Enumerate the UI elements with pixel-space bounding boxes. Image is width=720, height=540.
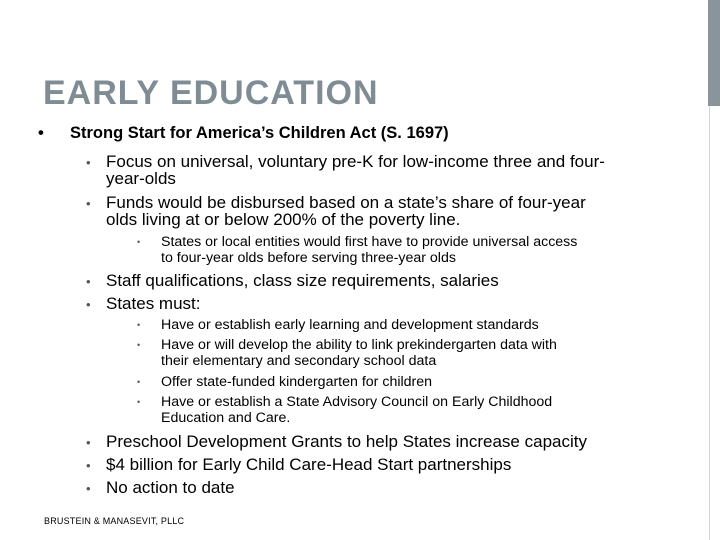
sub-bullet-funds (106, 194, 586, 228)
bullet-marker: • (86, 458, 91, 473)
sub-bullet-line: year-olds (106, 169, 176, 188)
bullet-marker: • (86, 274, 91, 289)
sub-bullet-focus (106, 153, 605, 187)
footer-firm-name: BRUSTEIN & MANASEVIT, PLLC (44, 516, 185, 526)
main-bullet: Strong Start for America’s Children Act (S. 1697) (70, 124, 449, 142)
bullet-marker: • (86, 435, 91, 450)
sub-bullet-states-must: States must: (106, 294, 201, 313)
item-line: their elementary and secondary school data (161, 353, 437, 369)
slide-title: EARLY EDUCATION (43, 74, 379, 112)
funds-detail (161, 234, 577, 266)
bullet-marker: • (137, 237, 141, 247)
sub-bullet-line: Funds would be disbursed based on a state’s share of four-year (106, 193, 586, 212)
bullet-marker: • (137, 397, 141, 407)
sub-bullet-line: olds living at or below 200% of the poverty line. (106, 210, 461, 229)
states-must-item: Offer state-funded kindergarten for children (161, 374, 433, 390)
sub-bullet-line: Focus on universal, voluntary pre-K for low-income three and four- (106, 152, 605, 171)
bullet-marker: • (86, 196, 91, 211)
detail-line: to four-year olds before serving three-year olds (161, 250, 456, 266)
accent-bar (708, 0, 720, 106)
states-must-item (161, 394, 552, 426)
accent-divider (709, 106, 710, 540)
sub-bullet-staff: Staff qualifications, class size requirements, salaries (106, 271, 499, 290)
sub-bullet-no-action: No action to date (106, 478, 235, 497)
bullet-marker: • (86, 297, 91, 312)
item-line: Education and Care. (161, 410, 291, 426)
sub-bullet-preschool: Preschool Development Grants to help States increase capacity (106, 432, 587, 451)
bullet-marker: • (137, 320, 141, 330)
detail-line: States or local entities would first have to provide universal access (161, 234, 578, 250)
states-must-item: Have or establish early learning and development standards (161, 317, 539, 333)
item-line: Have or establish a State Advisory Council on Early Childhood (161, 394, 553, 410)
bullet-marker: • (86, 155, 91, 170)
bullet-marker: • (38, 124, 44, 142)
bullet-marker: • (137, 340, 141, 350)
sub-bullet-funding: $4 billion for Early Child Care-Head Start partnerships (106, 455, 512, 474)
item-line: Have or will develop the ability to link prekindergarten data with (161, 337, 557, 353)
bullet-marker: • (86, 481, 91, 496)
states-must-item (161, 337, 557, 369)
bullet-marker: • (137, 377, 141, 387)
